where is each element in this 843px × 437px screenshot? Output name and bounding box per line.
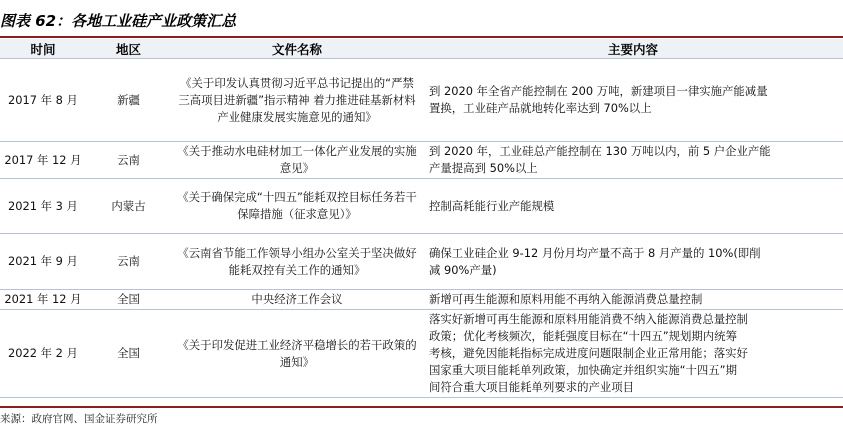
cell-file: 《关于推动水电硅材加工一体化产业发展的实施意见》 <box>171 142 423 179</box>
source-note: 来源：政府官网、国金证券研究所 <box>0 413 158 425</box>
cell-file: 中央经济工作会议 <box>171 290 423 310</box>
table-row <box>0 142 843 179</box>
content-line: 国家重大项目能耗单列政策，加快确定并组织实施“十四五”期 <box>429 363 737 377</box>
header-row <box>0 39 843 59</box>
cell-time: 2017 年 12 月 <box>0 142 86 179</box>
table-row <box>0 59 843 142</box>
cell-file: 《云南省节能工作领导小组办公室关于坚决做好能耗双控有关工作的通知》 <box>171 234 423 290</box>
cell-content <box>423 59 843 142</box>
cell-time: 2021 年 9 月 <box>0 234 86 290</box>
cell-content <box>423 310 843 398</box>
cell-content <box>423 234 843 290</box>
content-line: 产量提高到 50%以上 <box>429 161 538 175</box>
top-rule <box>0 36 843 38</box>
content-line: 置换，工业硅产品就地转化率达到 70%以上 <box>429 101 652 115</box>
header-time: 时间 <box>0 39 86 59</box>
content-line: 到 2020 年全省产能控制在 200 万吨，新建项目一律实施产能减量 <box>429 84 768 98</box>
cell-file: 《关于印发认真贯彻习近平总书记提出的“严禁三高项目进新疆”指示精神 着力推进硅基新材料产业健康发展实施意见的通知》 <box>171 59 423 142</box>
content-line: 新增可再生能源和原料用能不再纳入能源消费总量控制 <box>429 292 703 306</box>
bottom-rule <box>0 406 843 408</box>
cell-file: 《关于印发促进工业经济平稳增长的若干政策的通知》 <box>171 310 423 398</box>
header-file: 文件名称 <box>171 39 423 59</box>
content-line: 考核，避免因能耗指标完成进度问题限制企业正常用能；落实好 <box>429 346 748 360</box>
header-content: 主要内容 <box>423 39 843 59</box>
header-region: 地区 <box>86 39 171 59</box>
content-line: 确保工业硅企业 9-12 月份月均产量不高于 8 月产量的 10%(即削 <box>429 245 761 260</box>
cell-time: 2021 年 12 月 <box>0 290 86 310</box>
cell-content <box>423 290 843 310</box>
content-line: 到 2020 年，工业硅总产能控制在 130 万吨以内，前 5 户企业产能 <box>429 144 771 158</box>
cell-region: 新疆 <box>86 59 171 142</box>
content-line: 减 90%产量) <box>429 262 497 277</box>
cell-time: 2017 年 8 月 <box>0 59 86 142</box>
content-line: 间符合重大项目能耗单列要求的产业项目 <box>429 380 635 394</box>
cell-content <box>423 179 843 234</box>
table-row <box>0 290 843 310</box>
table-row <box>0 310 843 398</box>
table-row <box>0 179 843 234</box>
cell-time: 2022 年 2 月 <box>0 310 86 398</box>
cell-region: 云南 <box>86 142 171 179</box>
content-line: 落实好新增可再生能源和原料用能消费不纳入能源消费总量控制 <box>429 312 748 326</box>
figure-title: 图表 62：各地工业硅产业政策汇总 <box>0 12 237 30</box>
cell-region: 云南 <box>86 234 171 290</box>
cell-content <box>423 142 843 179</box>
cell-region: 内蒙古 <box>86 179 171 234</box>
cell-time: 2021 年 3 月 <box>0 179 86 234</box>
policy-table <box>0 39 843 398</box>
table-row <box>0 234 843 290</box>
cell-region: 全国 <box>86 290 171 310</box>
cell-file: 《关于确保完成“十四五”能耗双控目标任务若干保障措施（征求意见）》 <box>171 179 423 234</box>
cell-region: 全国 <box>86 310 171 398</box>
content-line: 控制高耗能行业产能规模 <box>429 198 555 213</box>
content-line: 政策；优化考核频次，能耗强度目标在“十四五”规划期内统筹 <box>429 329 737 343</box>
